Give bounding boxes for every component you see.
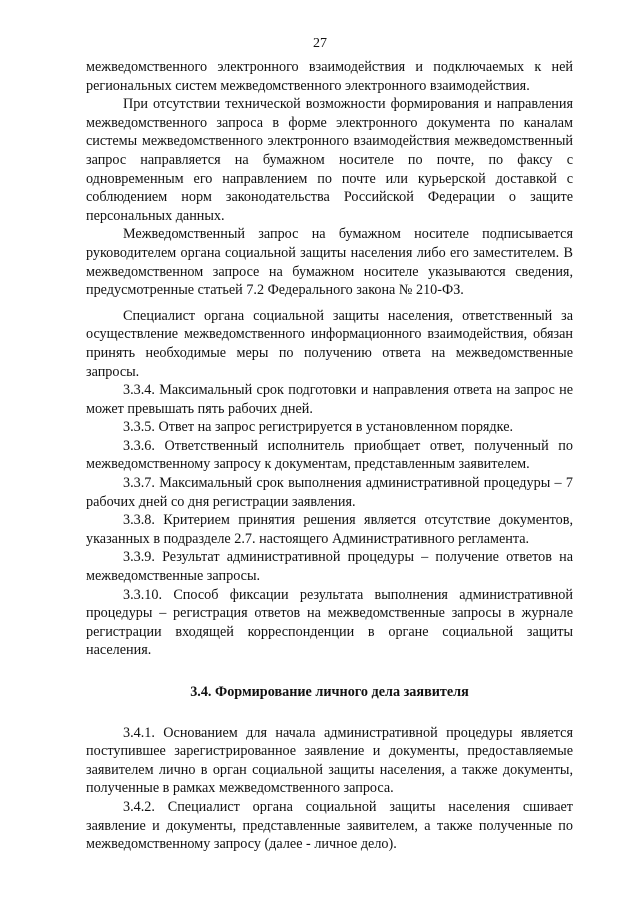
paragraph-continuation: межведомственного электронного взаимодействия и подключаемых к ней региональных систем межведомственного электронного взаимодействия.: [86, 59, 573, 94]
paragraph-3-4-1: 3.4.1. Основанием для начала административной процедуры является поступившее зарегистрированное заявление и документы, предоставляемые заявителем лично в орган социальной защиты населения, а также документы, полученные в рамках межведомственного запроса.: [86, 724, 573, 797]
paragraph-3-3-9: 3.3.9. Результат административной процедуры – получение ответов на межведомственные запросы.: [86, 549, 573, 585]
paragraph-3-3-4: 3.3.4. Максимальный срок подготовки и направления ответа на запрос не может превышать пять рабочих дней.: [86, 382, 573, 417]
page-number: 27: [313, 36, 327, 51]
paragraph-3-3-6: 3.3.6. Ответственный исполнитель приобщает ответ, полученный по межведомственному запросу к документам, представленным заявителем.: [86, 437, 573, 473]
paragraph-3-4-2: 3.4.2. Специалист органа социальной защиты населения сшивает заявление и документы, представленные заявителем, а также полученные по межведомственному запросу (далее - личное дело).: [86, 798, 573, 853]
paragraph-3-3-5: 3.3.5. Ответ на запрос регистрируется в установленном порядке.: [123, 419, 514, 436]
paragraph-3-3-7: 3.3.7. Максимальный срок выполнения административной процедуры – 7 рабочих дней со дня регистрации заявления.: [86, 475, 573, 510]
paragraph-request-signing: Межведомственный запрос на бумажном носителе подписывается руководителем органа социальной защиты населения либо его заместителем. В межведомственном запросе на бумажном носителе указываются сведения, предусмотренные статьей 7.2 Федерального закона № 210-ФЗ.: [86, 226, 573, 299]
paragraph-paper-request: При отсутствии технической возможности формирования и направления межведомственного запроса в форме электронного документа по каналам системы межведомственного электронного взаимодействия межведомственный запрос направляется на бумажном носителе по почте, по факсу с одновременным его направлением по почте или курьерской доставкой с соблюдением норм законодательства Российской Федерации о защите персональных данных.: [86, 96, 573, 224]
paragraph-specialist-duties: Специалист органа социальной защиты населения, ответственный за осуществление межведомственного информационного взаимодействия, обязан принять необходимые меры по получению ответа на межведомственные запросы.: [86, 307, 573, 380]
section-heading: 3.4. Формирование личного дела заявителя: [190, 684, 469, 700]
paragraph-3-3-10: 3.3.10. Способ фиксации результата выполнения административной процедуры – регистрация ответов на межведомственные запросы в журнале регистрации входящей корреспонденции в органе социальной защиты населения.: [86, 586, 573, 659]
document-body: [86, 58, 573, 854]
paragraph-3-3-8: 3.3.8. Критерием принятия решения является отсутствие документов, указанных в подразделе 2.7. настоящего Административного регламента.: [86, 512, 573, 547]
